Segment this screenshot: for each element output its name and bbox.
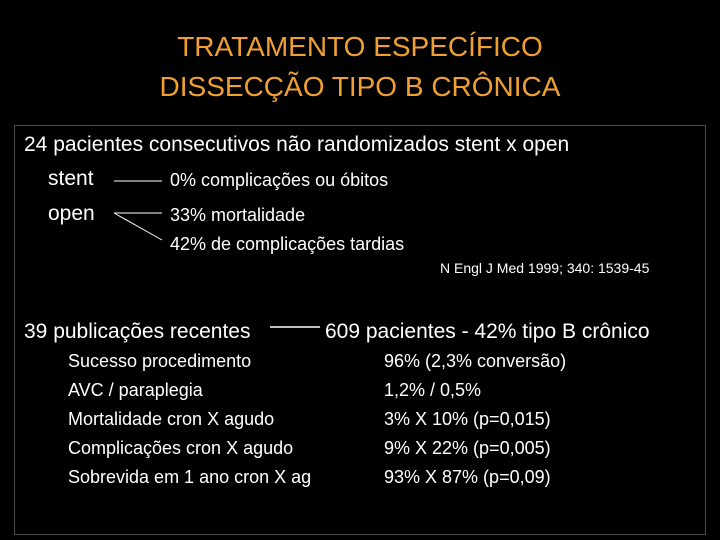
reference-citation: N Engl J Med 1999; 340: 1539-45 — [440, 260, 650, 276]
result-value-stroke-paraplegia: 1,2% / 0,5% — [384, 380, 482, 400]
open-connector-line-2 — [114, 213, 162, 240]
slide-title-line-2: DISSECÇÃO TIPO B CRÔNICA — [159, 71, 561, 102]
result-value-survival: 93% X 87% (p=0,09) — [384, 467, 551, 487]
open-result-complications: 42% de complicações tardias — [170, 234, 405, 254]
open-label: open — [48, 202, 95, 225]
study2-heading-right: 609 pacientes - 42% tipo B crônico — [325, 320, 650, 343]
result-label-stroke-paraplegia: AVC / paraplegia — [68, 380, 203, 400]
result-label-success: Sucesso procedimento — [68, 351, 252, 371]
result-label-survival: Sobrevida em 1 ano cron X ag — [68, 467, 312, 487]
result-value-mortality: 3% X 10% (p=0,015) — [384, 409, 551, 429]
result-label-complications: Complicações cron X agudo — [68, 438, 294, 458]
result-value-complications: 9% X 22% (p=0,005) — [384, 438, 551, 458]
open-result-mortality: 33% mortalidade — [170, 205, 306, 225]
result-label-mortality: Mortalidade cron X agudo — [68, 409, 275, 429]
result-value-success: 96% (2,3% conversão) — [384, 351, 567, 371]
stent-result: 0% complicações ou óbitos — [170, 170, 389, 190]
study1-heading: 24 pacientes consecutivos não randomizados stent x open — [24, 133, 570, 156]
study2-heading-left: 39 publicações recentes — [24, 320, 251, 343]
slide-title-line-1: TRATAMENTO ESPECÍFICO — [177, 31, 543, 62]
stent-label: stent — [48, 167, 94, 190]
